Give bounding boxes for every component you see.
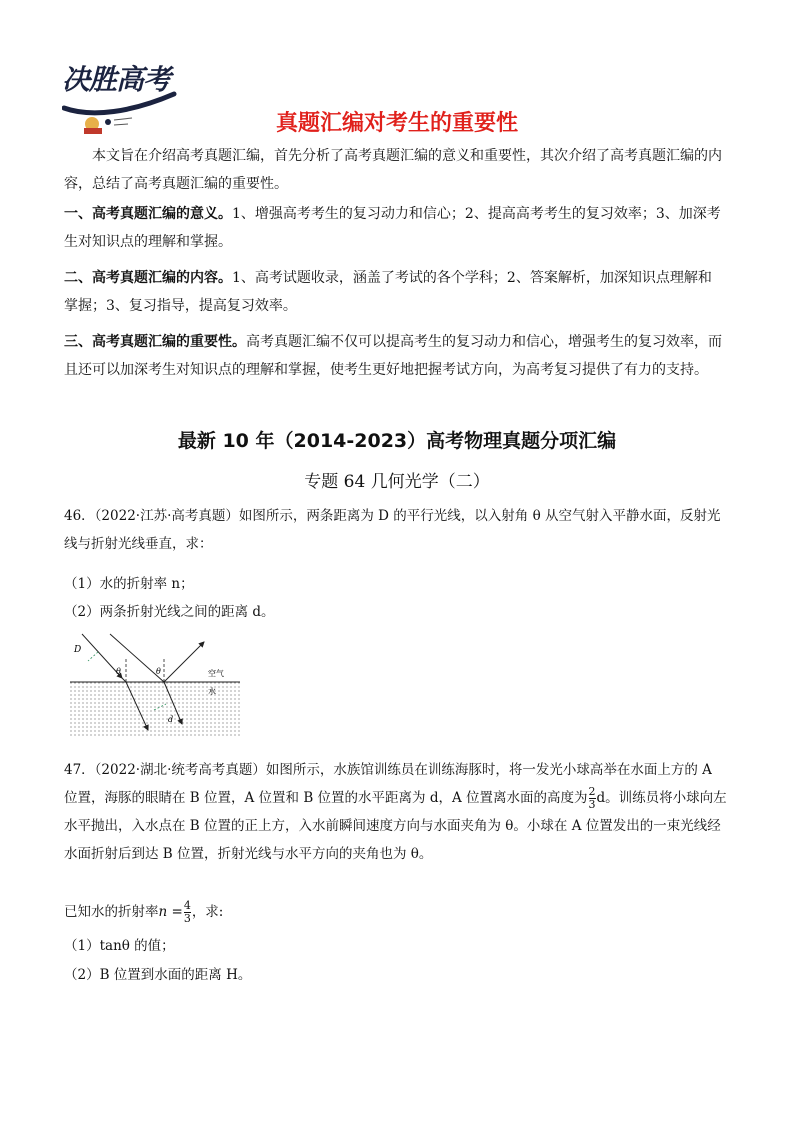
diagram-label-theta-1: θ: [116, 667, 121, 676]
question-46-part-2: （2）两条折射光线之间的距离 d。: [64, 604, 275, 620]
fraction-numerator: 2: [588, 785, 596, 798]
refraction-diagram: [70, 630, 240, 736]
question-46-part-1: （1）水的折射率 n；: [64, 576, 194, 592]
reflected-ray: [164, 642, 204, 682]
question-47-text-a: 47．（2022·湖北·统考高考真题）如图所示，水族馆训练员在训练海豚时，将一发光小球高举在水面上方的 A 位置，海豚的眼睛在 B 位置，A 位置和 B 位置的水平距离为 d，A 位置离水面的高度为: [64, 762, 712, 806]
incident-ray-1-end: [122, 678, 126, 682]
section-1: [64, 200, 724, 256]
given-n: n =: [158, 904, 183, 920]
fraction-four-thirds: [184, 900, 191, 925]
fraction-two-thirds: [589, 786, 596, 811]
question-47-text-b: d。训练员将小球向左水平抛出，入水点在 B 位置的正上方，入水前瞬间速度方向与水面夹角为 θ。小球在 A 位置发出的一束光线经水面折射后到达 B 位置，折射光线与水平方向的夹角也为 θ。: [64, 790, 727, 862]
question-47-part-1: （1）tanθ 的值；: [64, 938, 175, 954]
diagram-label-air: 空气: [208, 669, 224, 678]
diagram-label-theta-2: θ: [156, 667, 161, 676]
diagram-label-D: D: [74, 645, 82, 655]
section-2-heading: 二、高考真题汇编的内容。: [64, 270, 232, 286]
given-suffix: ，求:: [191, 904, 224, 920]
n-numerator: 4: [183, 899, 191, 912]
n-denominator: 3: [183, 912, 191, 925]
section-1-text: 1、增强高考考生的复习动力和信心；2、提高高考考生的复习效率；3、加深考生对知识点的理解和掌握。: [64, 206, 721, 250]
question-47-part-2: （2）B 位置到水面的距离 H。: [64, 967, 252, 983]
collection-title: 最新 10 年（2014-2023）高考物理真题分项汇编: [177, 430, 617, 452]
given-prefix: 已知水的折射率: [64, 904, 159, 920]
fraction-denominator: 3: [588, 798, 596, 811]
section-1-heading: 一、高考真题汇编的意义。: [64, 206, 232, 222]
section-2-text: 1、高考试题收录，涵盖了考试的各个学科；2、答案解析，加深知识点理解和掌握；3、复习指导，提高复习效率。: [64, 270, 712, 314]
section-3-heading: 三、高考真题汇编的重要性。: [64, 334, 246, 350]
question-47-given: [64, 900, 223, 925]
diagram-label-d: d: [168, 715, 174, 724]
question-47-text: [64, 756, 728, 868]
section-3: [64, 328, 724, 384]
diagram-label-water: 水: [208, 687, 216, 696]
section-2: [64, 264, 724, 320]
topic-title: 专题 64 几何光学（二）: [304, 472, 490, 492]
question-46-text: 46．（2022·江苏·高考真题）如图所示，两条距离为 D 的平行光线，以入射角 θ 从空气射入平静水面，反射光线与折射光线垂直，求：: [64, 508, 721, 552]
logo-text: 决胜高考: [62, 63, 171, 96]
section-3-text: 高考真题汇编不仅可以提高考生的复习动力和信心，增强考生的复习效率，而且还可以加深考生对知识点的理解和掌握，使考生更好地把握考试方向，为高考复习提供了有力的支持。: [64, 334, 722, 378]
intro-paragraph: 本文旨在介绍高考真题汇编，首先分析了高考真题汇编的意义和重要性，其次介绍了高考真题汇编的内容，总结了高考真题汇编的重要性。: [64, 148, 722, 192]
main-title: 真题汇编对考生的重要性: [275, 111, 518, 136]
width-marker-D: [88, 652, 98, 661]
